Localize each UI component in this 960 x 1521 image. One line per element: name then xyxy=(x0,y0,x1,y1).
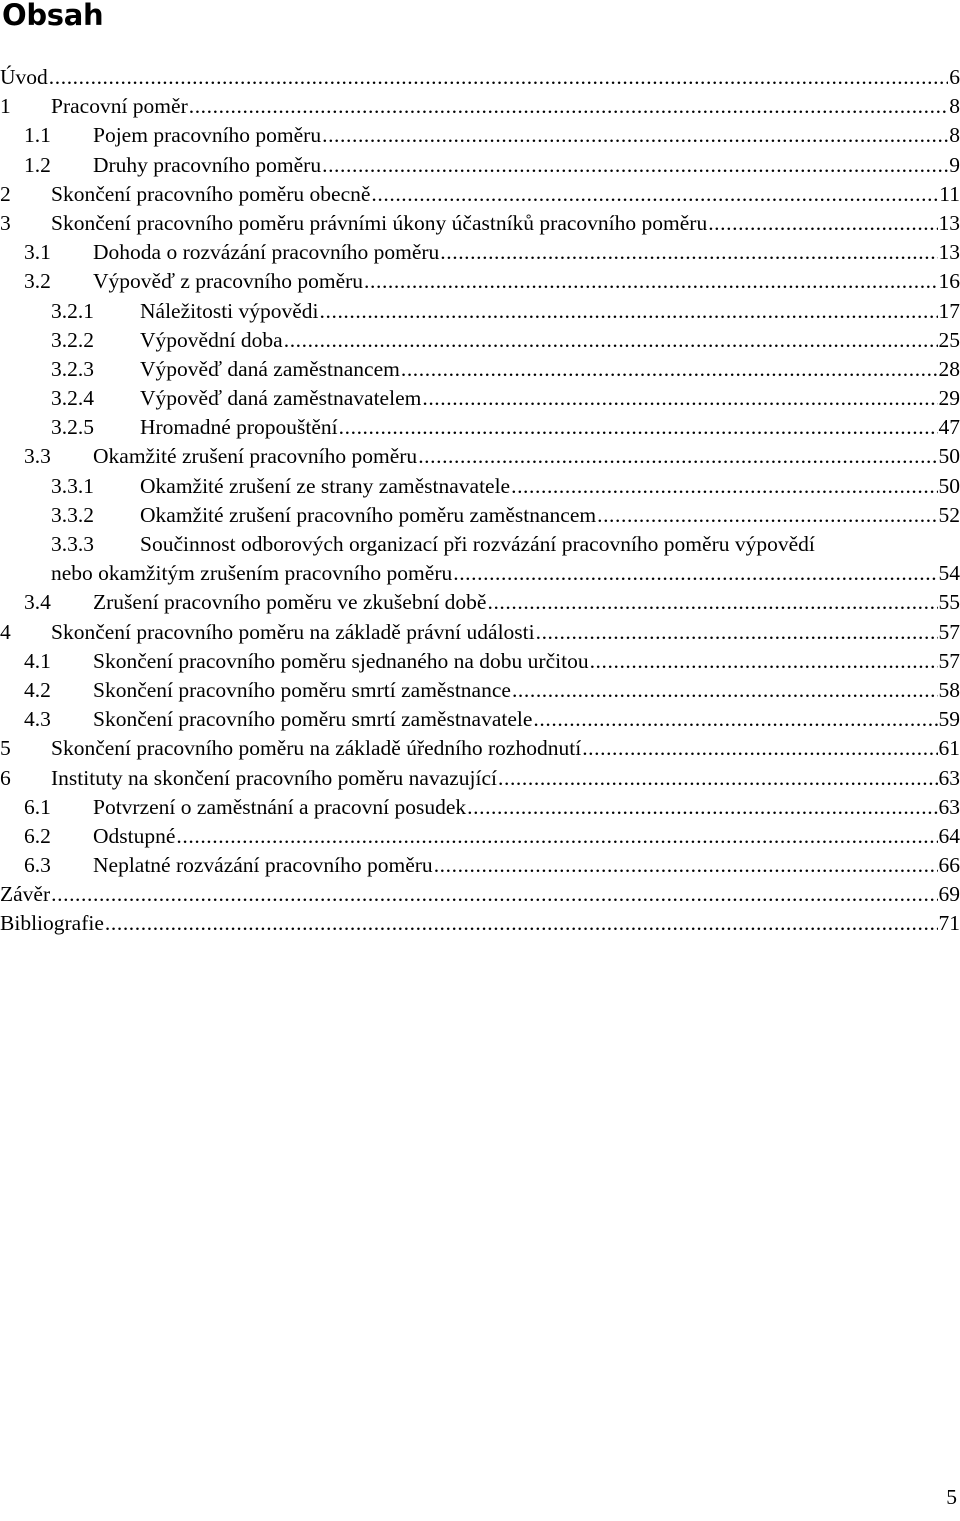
toc-entry-page: 52 xyxy=(938,502,960,527)
toc-entry[interactable] xyxy=(0,413,960,442)
toc-entry-page: 50 xyxy=(938,473,960,498)
toc-entry-page: 17 xyxy=(938,298,960,323)
toc-entry-page: 63 xyxy=(938,765,960,790)
toc-entry-title: Pracovní poměr xyxy=(51,94,188,119)
toc-entry-title: nebo okamžitým zrušením pracovního poměru xyxy=(51,561,453,586)
toc-entry-line xyxy=(51,501,960,530)
toc-entry[interactable] xyxy=(0,764,960,793)
toc-entry-number: 3.3.3 xyxy=(51,532,94,556)
toc-entry-title: Pojem pracovního poměru xyxy=(93,123,322,148)
toc-entry-line xyxy=(0,180,960,209)
table-of-contents xyxy=(0,63,960,939)
toc-entry[interactable] xyxy=(0,297,960,326)
toc-entry-title: Skončení pracovního poměru smrtí zaměstnavatele xyxy=(93,707,533,732)
dot-leader xyxy=(176,822,937,851)
toc-entry-number: 3.2.5 xyxy=(51,415,94,440)
toc-entry-line xyxy=(24,238,960,267)
toc-entry-page: 61 xyxy=(938,736,960,761)
page-number: 5 xyxy=(946,1485,957,1509)
toc-entry[interactable] xyxy=(0,92,960,121)
toc-entry-title: Instituty na skončení pracovního poměru navazující xyxy=(51,765,497,790)
toc-entry-line xyxy=(0,909,960,938)
toc-entry-title: Skončení pracovního poměru na základě úředního rozhodnutí xyxy=(51,736,582,761)
toc-entry[interactable] xyxy=(0,326,960,355)
toc-entry-line xyxy=(0,618,960,647)
toc-entry-number: 3.2.2 xyxy=(51,327,94,352)
toc-entry-line xyxy=(0,764,960,793)
page-title: Obsah xyxy=(2,0,104,32)
toc-entry[interactable] xyxy=(0,238,960,267)
toc-entry-page: 6 xyxy=(949,65,960,89)
toc-entry-title: Skončení pracovního poměru smrtí zaměstnance xyxy=(93,677,511,702)
toc-entry-number: 4.1 xyxy=(24,648,51,673)
toc-entry-page: 13 xyxy=(938,240,960,265)
toc-entry-page: 8 xyxy=(949,123,960,148)
toc-entry[interactable] xyxy=(0,676,960,705)
toc-entry-page: 57 xyxy=(938,648,960,673)
toc-entry-title: Okamžité zrušení pracovního poměru xyxy=(93,444,418,469)
dot-leader xyxy=(422,384,937,413)
dot-leader xyxy=(511,472,937,501)
toc-entry-title: Okamžité zrušení ze strany zaměstnavatele xyxy=(140,473,511,498)
toc-entry-number: 4 xyxy=(0,619,11,644)
toc-entry-number: 3.4 xyxy=(24,590,51,615)
dot-leader xyxy=(51,880,937,909)
toc-entry-line xyxy=(51,355,960,384)
toc-entry-line xyxy=(24,588,960,617)
dot-leader xyxy=(364,267,937,296)
dot-leader xyxy=(440,238,937,267)
dot-leader xyxy=(536,618,938,647)
dot-leader xyxy=(189,92,949,121)
dot-leader xyxy=(453,559,937,588)
toc-entry-number: 3.2.4 xyxy=(51,386,94,411)
toc-entry-title: Odstupné xyxy=(93,823,176,848)
toc-entry-number: 4.2 xyxy=(24,677,51,702)
toc-entry-line xyxy=(24,442,960,471)
toc-entry[interactable] xyxy=(0,472,960,501)
toc-entry-line xyxy=(51,559,960,588)
toc-entry-number: 6.2 xyxy=(24,823,51,848)
toc-entry[interactable] xyxy=(0,909,960,938)
toc-entry-page: 58 xyxy=(938,677,960,702)
dot-leader xyxy=(487,588,937,617)
toc-entry-line xyxy=(24,822,960,851)
toc-entry-page: 29 xyxy=(938,386,960,411)
toc-entry-title: Výpověď daná zaměstnancem xyxy=(140,356,400,381)
toc-entry-page: 47 xyxy=(938,415,960,440)
toc-entry-number: 6.3 xyxy=(24,853,51,878)
toc-entry-title: Okamžité zrušení pracovního poměru zaměstnancem xyxy=(140,502,597,527)
dot-leader xyxy=(105,909,938,938)
dot-leader xyxy=(498,764,938,793)
toc-entry[interactable] xyxy=(0,880,960,909)
dot-leader xyxy=(320,297,938,326)
toc-entry-title: Skončení pracovního poměru obecně xyxy=(51,181,371,206)
toc-entry-line xyxy=(0,880,960,909)
toc-entry-line xyxy=(24,267,960,296)
toc-entry-title: Skončení pracovního poměru sjednaného na dobu určitou xyxy=(93,648,589,673)
toc-entry-line xyxy=(0,209,960,238)
toc-entry-page: 8 xyxy=(949,94,960,119)
toc-entry-line xyxy=(24,647,960,676)
toc-entry[interactable] xyxy=(0,793,960,822)
toc-entry-title: Bibliografie xyxy=(0,911,104,936)
toc-entry[interactable] xyxy=(0,355,960,384)
toc-entry-number: 3.2.3 xyxy=(51,356,94,381)
toc-entry-line xyxy=(24,793,960,822)
toc-entry[interactable] xyxy=(0,588,960,617)
toc-entry-title: Skončení pracovního poměru právními úkony účastníků pracovního poměru xyxy=(51,210,708,235)
toc-entry-number: 3.1 xyxy=(24,240,51,265)
toc-entry-title: Závěr xyxy=(0,882,51,907)
dot-leader xyxy=(590,647,938,676)
dot-leader xyxy=(322,151,948,180)
toc-entry-line xyxy=(0,734,960,763)
toc-entry-number: 5 xyxy=(0,736,11,761)
toc-entry-number: 1 xyxy=(0,94,11,119)
toc-entry-page: 55 xyxy=(938,590,960,615)
toc-entry-title: Úvod xyxy=(0,65,48,89)
toc-entry-number: 3.2.1 xyxy=(51,298,94,323)
toc-entry-title: Skončení pracovního poměru na základě právní události xyxy=(51,619,535,644)
toc-entry[interactable] xyxy=(0,151,960,180)
dot-leader xyxy=(284,326,938,355)
dot-leader xyxy=(533,705,937,734)
toc-entry-page: 50 xyxy=(938,444,960,469)
toc-entry[interactable] xyxy=(0,822,960,851)
toc-entry[interactable] xyxy=(0,618,960,647)
toc-entry-line xyxy=(24,121,960,150)
toc-entry-number: 3.3.2 xyxy=(51,502,94,527)
dot-leader xyxy=(597,501,937,530)
toc-entry-number: 6 xyxy=(0,765,11,790)
toc-entry-page: 66 xyxy=(938,853,960,878)
toc-entry-page: 16 xyxy=(938,269,960,294)
toc-entry-title: Součinnost odborových organizací při rozvázání pracovního poměru výpovědí xyxy=(140,532,815,556)
toc-entry-line xyxy=(24,705,960,734)
toc-entry[interactable] xyxy=(0,734,960,763)
toc-entry-title: Neplatné rozvázání pracovního poměru xyxy=(93,853,433,878)
toc-entry-number: 4.3 xyxy=(24,707,51,732)
toc-entry-page: 28 xyxy=(938,356,960,381)
toc-entry-title: Dohoda o rozvázání pracovního poměru xyxy=(93,240,440,265)
toc-entry-number: 3.3.1 xyxy=(51,473,94,498)
toc-entry-number: 3.3 xyxy=(24,444,51,469)
toc-entry[interactable] xyxy=(0,442,960,471)
toc-entry-page: 63 xyxy=(938,794,960,819)
toc-entry-number: 3 xyxy=(0,210,11,235)
toc-entry-title: Potvrzení o zaměstnání a pracovní posudek xyxy=(93,794,467,819)
toc-entry[interactable] xyxy=(0,267,960,296)
toc-entry-line xyxy=(51,530,815,559)
toc-entry-page: 59 xyxy=(938,707,960,732)
dot-leader xyxy=(339,413,938,442)
toc-entry[interactable] xyxy=(0,180,960,209)
toc-entry-title: Hromadné propouštění xyxy=(140,415,338,440)
toc-entry-line xyxy=(51,297,960,326)
toc-entry-line xyxy=(51,413,960,442)
toc-entry-line xyxy=(24,151,960,180)
dot-leader xyxy=(434,851,938,880)
toc-entry-page: 54 xyxy=(938,561,960,586)
dot-leader xyxy=(371,180,938,209)
toc-entry-line xyxy=(24,676,960,705)
toc-entry[interactable] xyxy=(0,647,960,676)
toc-entry-title: Druhy pracovního poměru xyxy=(93,152,322,177)
toc-entry[interactable] xyxy=(0,705,960,734)
toc-entry-page: 25 xyxy=(938,327,960,352)
toc-entry-title: Výpovědní doba xyxy=(140,327,283,352)
toc-entry-page: 71 xyxy=(938,911,960,936)
toc-entry-line xyxy=(0,92,960,121)
toc-entry-title: Výpověď z pracovního poměru xyxy=(93,269,364,294)
dot-leader xyxy=(418,442,937,471)
toc-entry[interactable] xyxy=(0,501,960,530)
toc-entry[interactable] xyxy=(0,209,960,238)
toc-entry-page: 57 xyxy=(938,619,960,644)
toc-entry-line xyxy=(51,326,960,355)
toc-entry-line xyxy=(0,63,960,92)
toc-entry-number: 1.1 xyxy=(24,123,51,148)
toc-entry-page: 64 xyxy=(938,823,960,848)
toc-entry-number: 1.2 xyxy=(24,152,51,177)
dot-leader xyxy=(467,793,937,822)
toc-entry[interactable] xyxy=(0,530,960,588)
dot-leader xyxy=(401,355,938,384)
toc-entry-page: 9 xyxy=(949,152,960,177)
toc-entry[interactable] xyxy=(0,121,960,150)
toc-entry-number: 3.2 xyxy=(24,269,51,294)
dot-leader xyxy=(708,209,937,238)
dot-leader xyxy=(322,121,948,150)
toc-entry-title: Náležitosti výpovědi xyxy=(140,298,319,323)
toc-entry-number: 2 xyxy=(0,181,11,206)
dot-leader xyxy=(582,734,937,763)
dot-leader xyxy=(49,63,948,92)
toc-entry[interactable] xyxy=(0,851,960,880)
toc-entry-line xyxy=(51,472,960,501)
toc-entry-number: 6.1 xyxy=(24,794,51,819)
dot-leader xyxy=(512,676,938,705)
toc-entry-page: 13 xyxy=(938,210,960,235)
toc-entry-line xyxy=(24,851,960,880)
toc-entry[interactable] xyxy=(0,384,960,413)
toc-entry-title: Výpověď daná zaměstnavatelem xyxy=(140,386,422,411)
toc-entry[interactable] xyxy=(0,63,960,92)
toc-entry-line xyxy=(51,384,960,413)
toc-entry-title: Zrušení pracovního poměru ve zkušební době xyxy=(93,590,487,615)
toc-entry-page: 11 xyxy=(939,181,960,206)
toc-entry-page: 69 xyxy=(938,882,960,907)
